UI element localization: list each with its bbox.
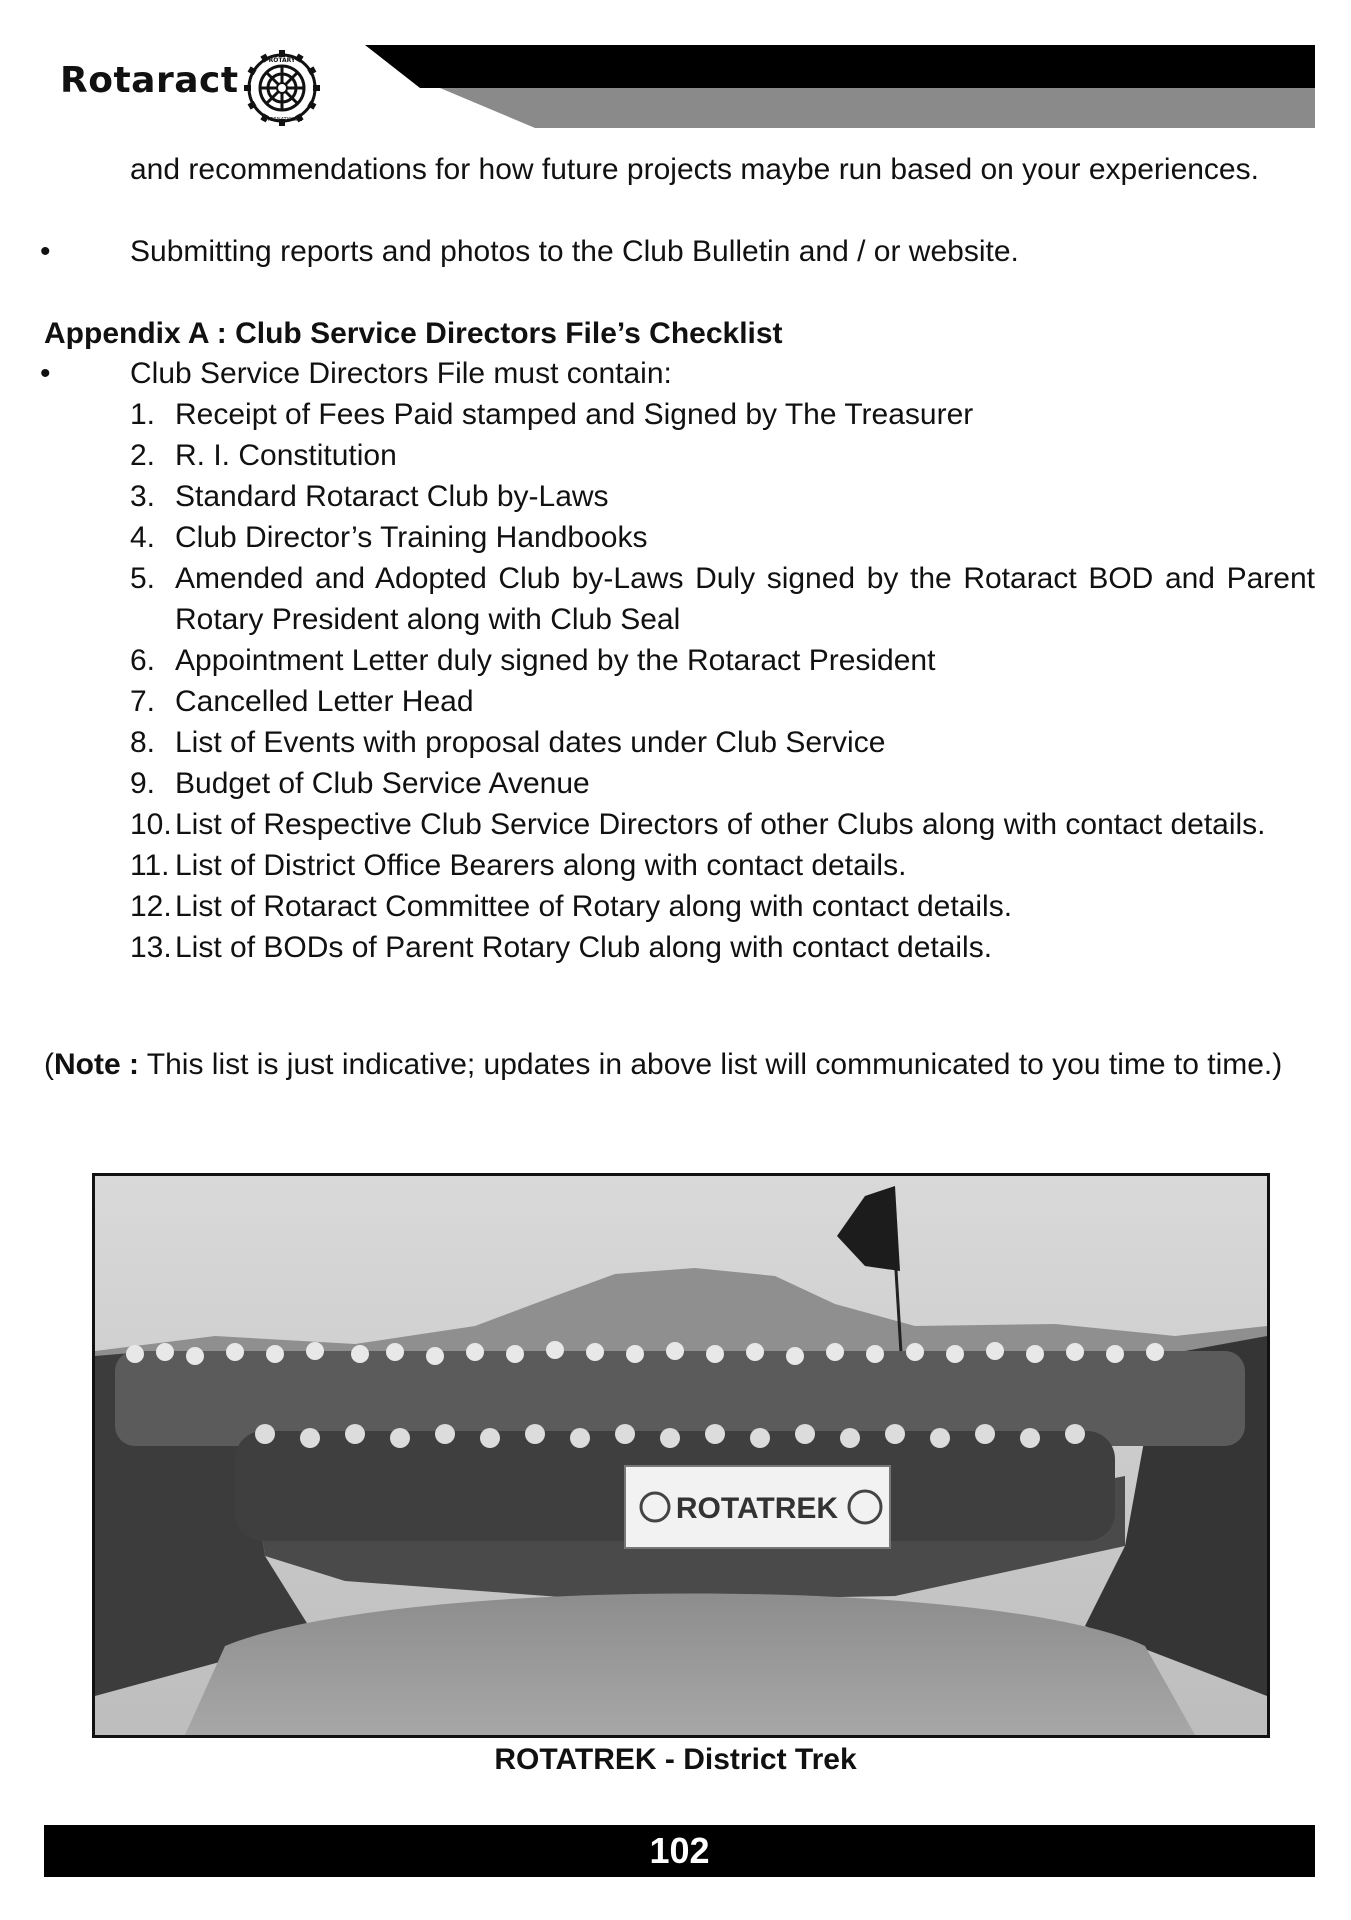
checklist-lead: Club Service Directors File must contain: [130,357,672,390]
note-paragraph: (Note : This list is just indicative; updates in above list will communicated to you time to time.) [44,1048,1283,1081]
appendix-heading: Appendix A : Club Service Directors File’s Checklist [44,317,783,350]
intro-continuation: and recommendations for how future projects maybe run based on your experiences. [130,153,1259,186]
list-item: 6. Appointment Letter duly signed by the Rotaract President [130,644,936,677]
list-item: 8. List of Events with proposal dates under Club Service [130,726,886,759]
intro-bullet-text: Submitting reports and photos to the Club Bulletin and / or website. [130,235,1019,268]
list-item: 10. List of Respective Club Service Directors of other Clubs along with contact details. [130,808,1266,841]
note-label: Note : [54,1048,139,1081]
rotaract-logo-text: Rotaract [60,60,239,101]
list-item: 9. Budget of Club Service Avenue [130,767,590,800]
list-item: 12. List of Rotaract Committee of Rotary along with contact details. [130,890,1013,923]
checklist [130,394,1315,968]
bullet-icon: • [40,235,51,268]
list-item: 3. Standard Rotaract Club by-Laws [130,480,609,513]
svg-text:ROTATREK: ROTATREK [675,1492,839,1525]
svg-text:ROTARY: ROTARY [268,57,296,64]
rotary-wheel-icon [244,50,320,126]
group-photo [92,1173,1270,1738]
page-number: 102 [44,1825,1315,1877]
list-item: 11. List of District Office Bearers along with contact details. [130,849,907,882]
list-item: 5. Amended and Adopted Club by-Laws Duly signed by the Rotaract BOD and Parent Rotary President along with Club Seal [130,562,1315,636]
list-item: 1. Receipt of Fees Paid stamped and Signed by The Treasurer [130,398,974,431]
bullet-icon: • [40,357,51,390]
list-item: 4. Club Director’s Training Handbooks [130,521,648,554]
trek-photo-illustration [95,1176,1267,1735]
photo-caption: ROTATREK - District Trek [494,1743,857,1776]
list-item: 13. List of BODs of Parent Rotary Club along with contact details. [130,931,993,964]
svg-text:INTERNATIONAL: INTERNATIONAL [261,117,303,123]
list-item: 7. Cancelled Letter Head [130,685,474,718]
list-item: 2. R. I. Constitution [130,439,397,472]
